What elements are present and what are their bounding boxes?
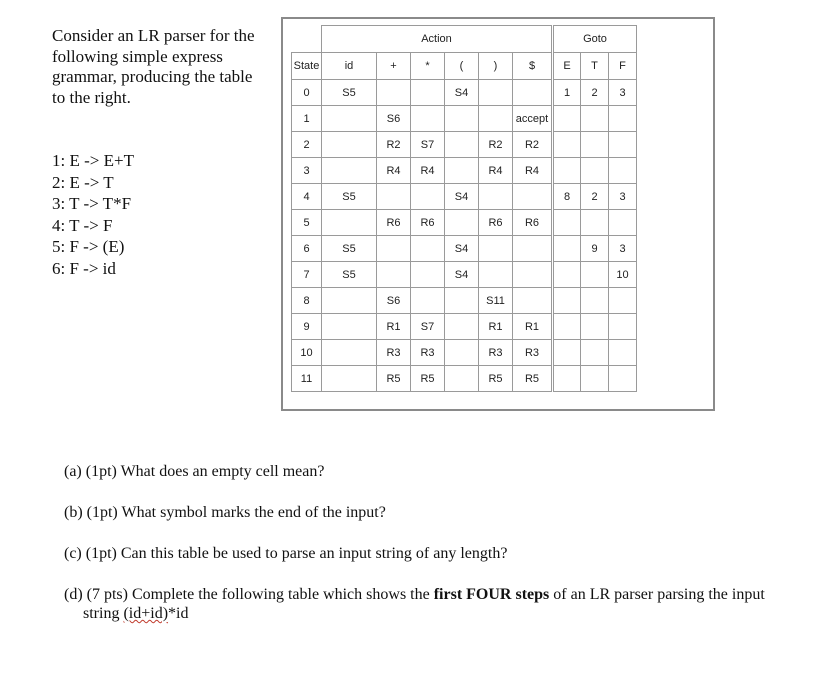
table-cell [609, 366, 637, 392]
table-cell [377, 184, 411, 210]
table-cell [322, 106, 377, 132]
table-cell [581, 132, 609, 158]
table-cell: R4 [513, 158, 553, 184]
table-cell [609, 314, 637, 340]
table-cell [479, 236, 513, 262]
table-cell [479, 80, 513, 106]
state-cell: 10 [292, 340, 322, 366]
table-cell [377, 262, 411, 288]
table-cell [609, 158, 637, 184]
table-cell: S4 [445, 236, 479, 262]
table-cell: R6 [377, 210, 411, 236]
table-cell: R3 [411, 340, 445, 366]
questions [64, 462, 794, 645]
action-group-header: Action [322, 26, 553, 53]
state-cell: 9 [292, 314, 322, 340]
grammar-rule: 6: F -> id [52, 258, 116, 278]
column-header: $ [513, 53, 553, 80]
table-cell [322, 158, 377, 184]
table-cell [411, 288, 445, 314]
table-cell [411, 80, 445, 106]
question-d-prefix: (d) (7 pts) Complete the following table which shows the [64, 586, 434, 603]
column-header: E [553, 53, 581, 80]
table-cell: R5 [411, 366, 445, 392]
table-cell [445, 314, 479, 340]
lr-parse-table [291, 25, 637, 392]
question-b: (b) (1pt) What symbol marks the end of the input? [64, 504, 386, 521]
table-row [292, 262, 637, 288]
table-row [292, 106, 637, 132]
state-cell: 11 [292, 366, 322, 392]
table-cell [553, 158, 581, 184]
column-header: id [322, 53, 377, 80]
table-row [292, 340, 637, 366]
table-cell: 3 [609, 184, 637, 210]
table-cell [445, 340, 479, 366]
table-cell [553, 366, 581, 392]
table-cell [411, 262, 445, 288]
state-cell: 5 [292, 210, 322, 236]
table-column-header-row [292, 53, 637, 80]
question-d-middle: of an LR parser parsing the input string [83, 586, 765, 622]
table-cell [445, 210, 479, 236]
table-cell [411, 184, 445, 210]
state-cell: 6 [292, 236, 322, 262]
table-row [292, 314, 637, 340]
table-cell [513, 236, 553, 262]
table-cell: R5 [377, 366, 411, 392]
table-cell [479, 262, 513, 288]
table-cell [581, 158, 609, 184]
grammar-rule: 5: F -> (E) [52, 237, 125, 256]
table-cell [581, 288, 609, 314]
table-cell: R6 [479, 210, 513, 236]
column-header: F [609, 53, 637, 80]
table-cell: R6 [411, 210, 445, 236]
table-cell: R4 [479, 158, 513, 184]
goto-group-header: Goto [553, 26, 637, 53]
state-cell: 8 [292, 288, 322, 314]
grammar-rule: 2: E -> T [52, 172, 114, 192]
table-cell [411, 106, 445, 132]
grammar-rules [52, 150, 134, 279]
table-cell: R2 [479, 132, 513, 158]
table-cell: 10 [609, 262, 637, 288]
table-cell [479, 184, 513, 210]
table-cell [553, 132, 581, 158]
table-cell: R3 [377, 340, 411, 366]
lr-parse-table-frame [281, 17, 715, 411]
state-cell: 4 [292, 184, 322, 210]
question-d-input-rest: *id [168, 605, 189, 622]
table-cell: S4 [445, 80, 479, 106]
table-cell [609, 210, 637, 236]
question-d-input-marked: (id+id) [123, 605, 169, 622]
table-row [292, 158, 637, 184]
table-cell [581, 106, 609, 132]
table-cell [553, 288, 581, 314]
table-cell [513, 262, 553, 288]
table-cell [322, 314, 377, 340]
table-cell: 2 [581, 184, 609, 210]
table-cell: 3 [609, 236, 637, 262]
table-cell [513, 80, 553, 106]
column-header: * [411, 53, 445, 80]
table-cell: R1 [377, 314, 411, 340]
table-cell [609, 288, 637, 314]
table-cell: R1 [513, 314, 553, 340]
table-corner-cell [292, 26, 322, 53]
table-cell [322, 132, 377, 158]
grammar-rule: 1: E -> E+T [52, 151, 134, 170]
grammar-rule: 4: T -> F [52, 215, 113, 235]
table-cell: S5 [322, 262, 377, 288]
table-cell: 2 [581, 80, 609, 106]
table-cell [553, 106, 581, 132]
table-cell [513, 184, 553, 210]
table-cell: 9 [581, 236, 609, 262]
table-cell: accept [513, 106, 553, 132]
table-cell [479, 106, 513, 132]
question-d [64, 585, 794, 623]
table-row [292, 288, 637, 314]
table-cell: S5 [322, 80, 377, 106]
table-cell [581, 366, 609, 392]
column-header: ( [445, 53, 479, 80]
state-cell: 2 [292, 132, 322, 158]
table-cell [553, 340, 581, 366]
table-cell: R3 [479, 340, 513, 366]
table-cell [445, 158, 479, 184]
table-cell [445, 288, 479, 314]
table-cell [411, 236, 445, 262]
table-cell [445, 366, 479, 392]
state-cell: 3 [292, 158, 322, 184]
table-row [292, 80, 637, 106]
table-cell: S6 [377, 288, 411, 314]
table-cell [377, 236, 411, 262]
table-cell [322, 366, 377, 392]
table-cell: 1 [553, 80, 581, 106]
table-row [292, 236, 637, 262]
table-cell [581, 262, 609, 288]
table-cell: S7 [411, 314, 445, 340]
table-cell: R5 [479, 366, 513, 392]
table-cell: S5 [322, 184, 377, 210]
grammar-rule: 3: T -> T*F [52, 194, 132, 213]
intro-paragraph: Consider an LR parser for the following simple express grammar, producing the table to the right. [52, 26, 255, 107]
table-cell [553, 262, 581, 288]
column-header: + [377, 53, 411, 80]
table-cell: S11 [479, 288, 513, 314]
table-cell [553, 314, 581, 340]
table-cell [553, 210, 581, 236]
table-cell [553, 236, 581, 262]
state-cell: 0 [292, 80, 322, 106]
question-d-bold: first FOUR steps [433, 586, 550, 603]
state-cell: 7 [292, 262, 322, 288]
table-cell [322, 288, 377, 314]
table-cell: R4 [411, 158, 445, 184]
table-row [292, 366, 637, 392]
table-cell: S4 [445, 262, 479, 288]
column-header: State [292, 53, 322, 80]
table-cell [445, 132, 479, 158]
table-cell: S7 [411, 132, 445, 158]
table-group-header-row [292, 26, 637, 53]
table-cell [609, 340, 637, 366]
table-row [292, 184, 637, 210]
table-row [292, 132, 637, 158]
table-row [292, 210, 637, 236]
table-cell: R2 [377, 132, 411, 158]
table-cell [445, 106, 479, 132]
table-cell: 8 [553, 184, 581, 210]
table-cell [609, 106, 637, 132]
table-cell [513, 288, 553, 314]
table-cell: R3 [513, 340, 553, 366]
table-cell [581, 314, 609, 340]
table-cell: R5 [513, 366, 553, 392]
table-cell: R1 [479, 314, 513, 340]
table-cell [581, 340, 609, 366]
table-cell: R4 [377, 158, 411, 184]
state-cell: 1 [292, 106, 322, 132]
table-cell [322, 340, 377, 366]
table-cell: R6 [513, 210, 553, 236]
table-cell: S5 [322, 236, 377, 262]
table-cell [609, 132, 637, 158]
table-cell [377, 80, 411, 106]
table-cell: 3 [609, 80, 637, 106]
question-c: (c) (1pt) Can this table be used to parse an input string of any length? [64, 545, 508, 562]
table-cell: R2 [513, 132, 553, 158]
column-header: ) [479, 53, 513, 80]
table-cell: S4 [445, 184, 479, 210]
table-cell [322, 210, 377, 236]
table-cell: S6 [377, 106, 411, 132]
question-a: (a) (1pt) What does an empty cell mean? [64, 463, 325, 480]
column-header: T [581, 53, 609, 80]
table-cell [581, 210, 609, 236]
